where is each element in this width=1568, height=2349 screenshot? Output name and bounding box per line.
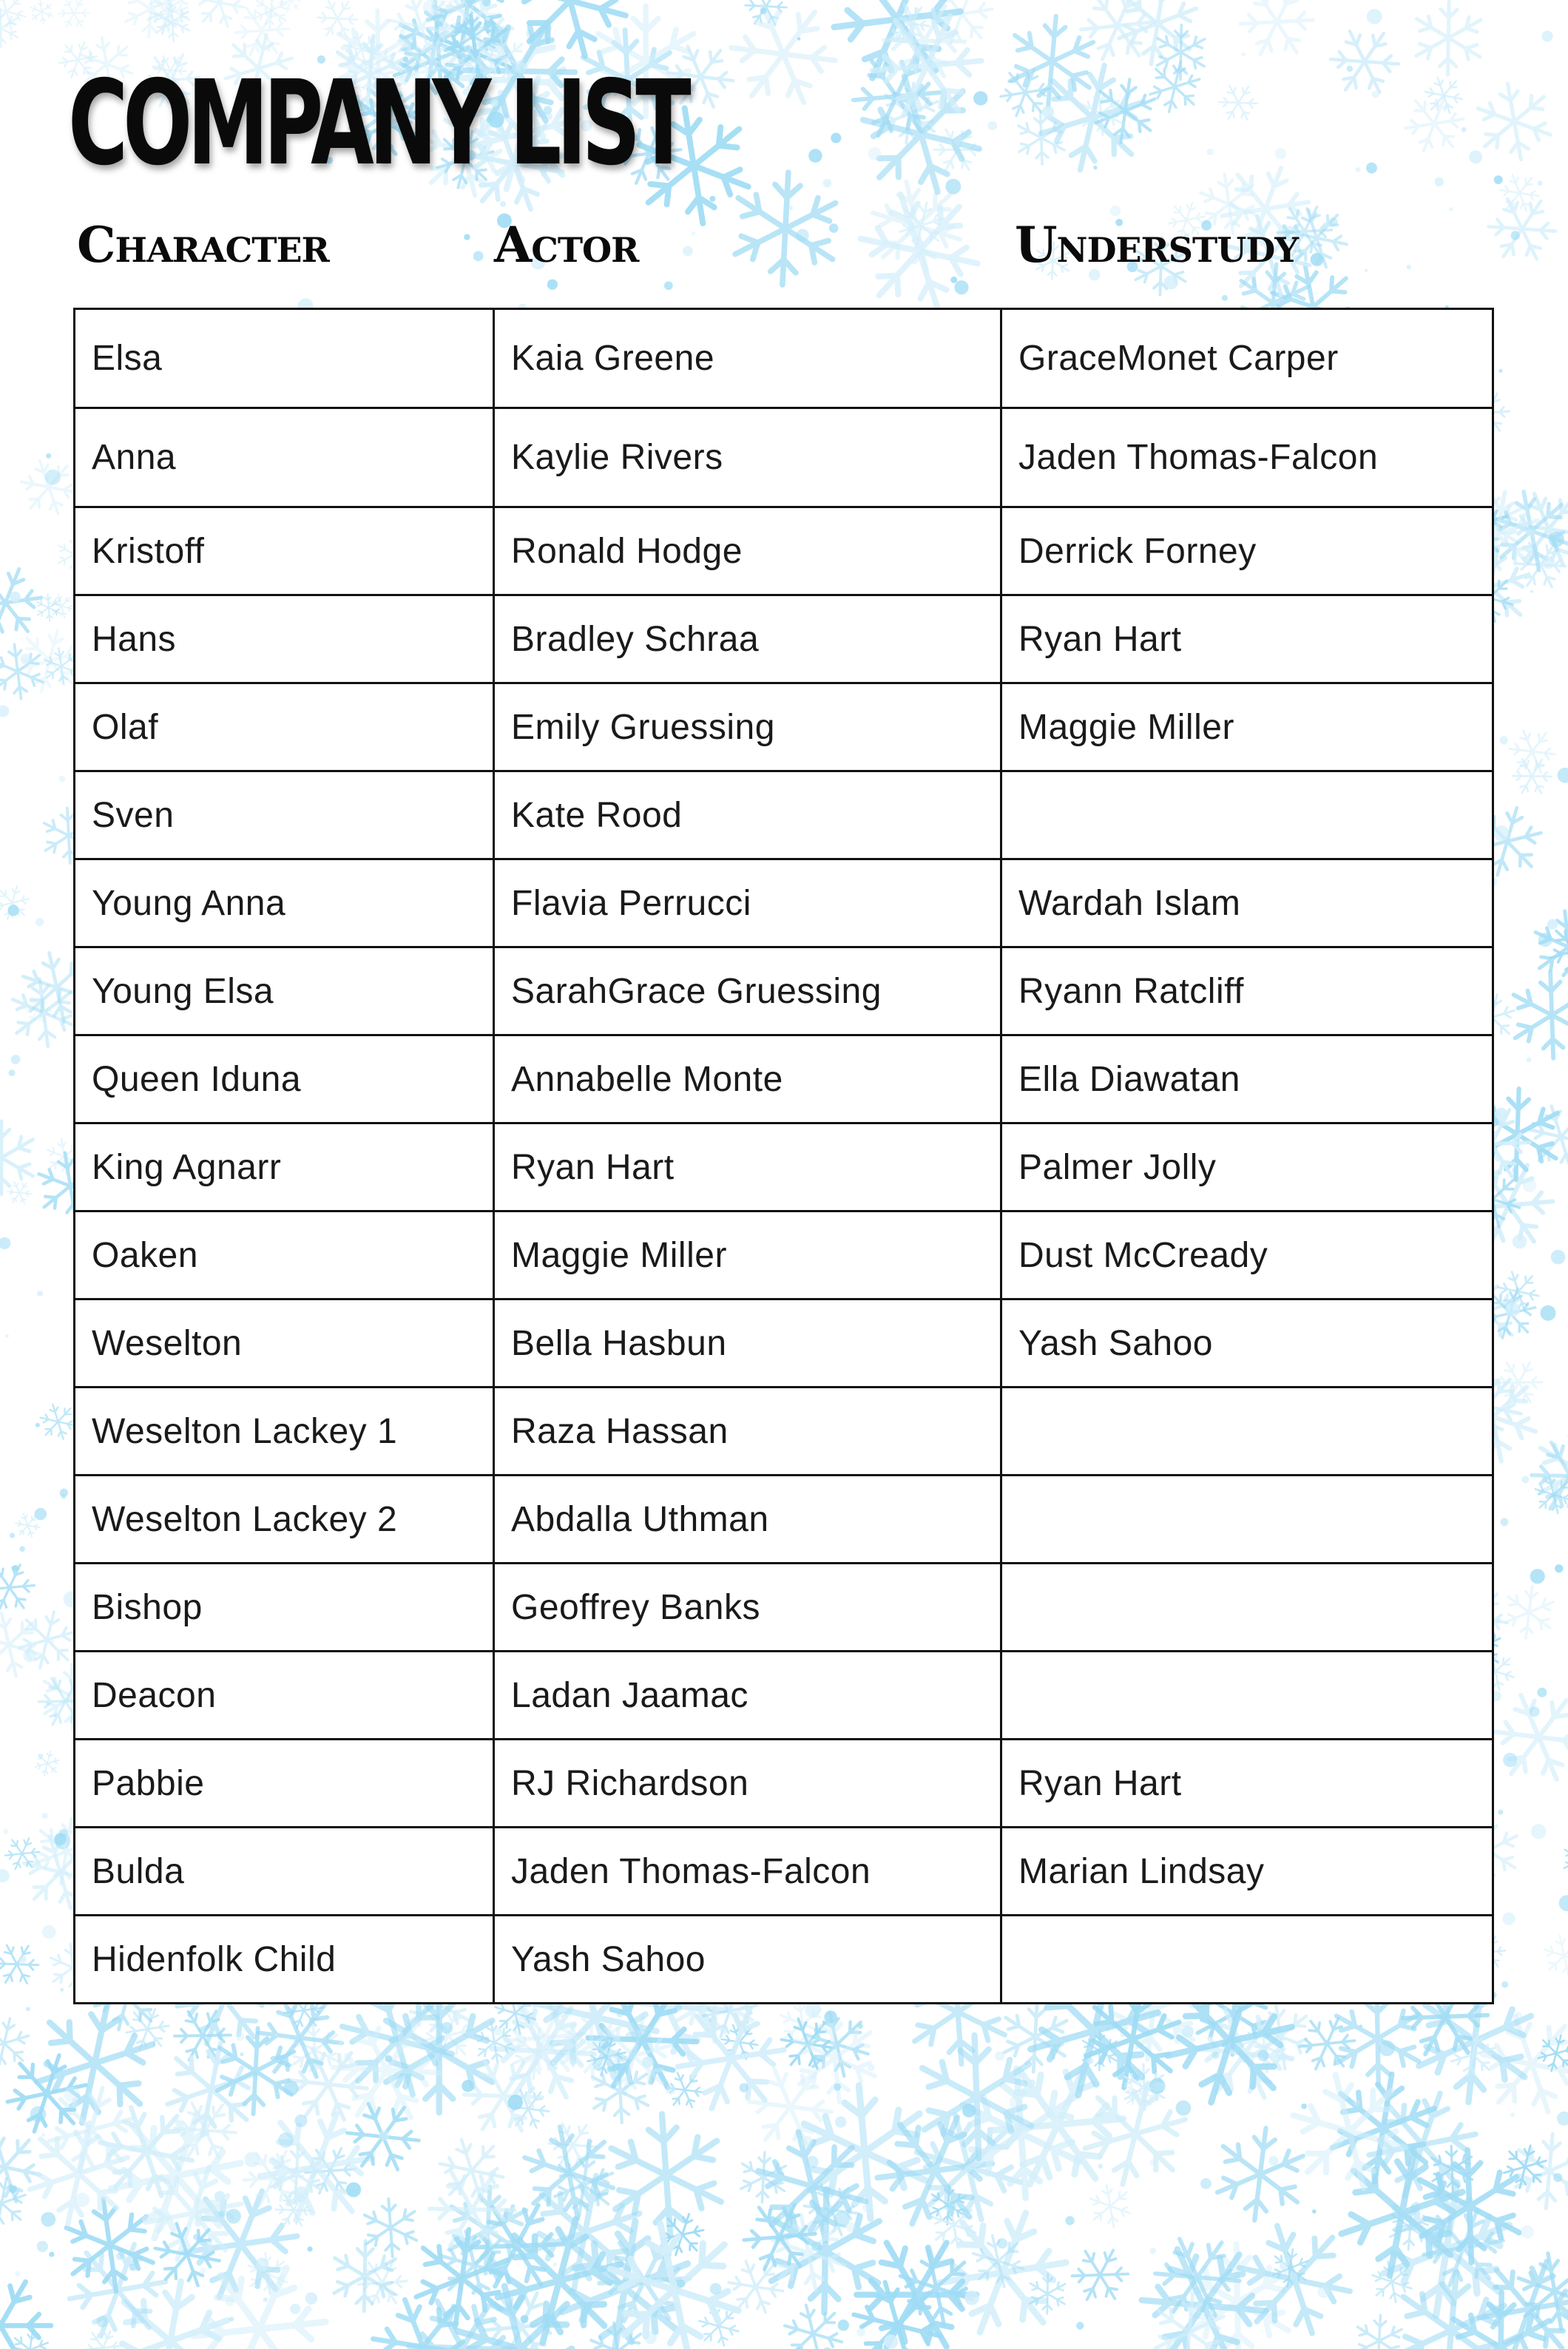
cell-understudy [1001, 1916, 1493, 2004]
cell-actor: Yash Sahoo [494, 1916, 1001, 2004]
cell-character: Kristoff [75, 507, 494, 595]
cell-actor: Bella Hasbun [494, 1299, 1001, 1388]
cell-actor: Raza Hassan [494, 1388, 1001, 1476]
table-row [75, 1388, 1493, 1476]
cell-understudy [1001, 771, 1493, 859]
cell-actor: Ronald Hodge [494, 507, 1001, 595]
table-row [75, 859, 1493, 947]
column-header-character: Character [77, 216, 329, 274]
table-row [75, 683, 1493, 771]
column-header-actor: Actor [494, 216, 639, 274]
cell-actor: Jaden Thomas-Falcon [494, 1828, 1001, 1916]
cell-actor: Flavia Perrucci [494, 859, 1001, 947]
cell-actor: Kate Rood [494, 771, 1001, 859]
cell-actor: Annabelle Monte [494, 1035, 1001, 1123]
cell-understudy [1001, 1476, 1493, 1564]
cell-character: Hans [75, 595, 494, 683]
cell-understudy: Ella Diawatan [1001, 1035, 1493, 1123]
cell-understudy [1001, 1388, 1493, 1476]
cell-understudy: Dust McCready [1001, 1211, 1493, 1299]
cell-understudy: GraceMonet Carper [1001, 309, 1493, 408]
table-row [75, 595, 1493, 683]
table-row [75, 1035, 1493, 1123]
table-row [75, 1828, 1493, 1916]
cell-understudy [1001, 1652, 1493, 1740]
table-row [75, 1123, 1493, 1211]
page-title: COMPANY LIST [68, 55, 686, 192]
company-table [73, 308, 1494, 2004]
cell-actor: Geoffrey Banks [494, 1564, 1001, 1652]
cell-actor: Abdalla Uthman [494, 1476, 1001, 1564]
cell-understudy: Yash Sahoo [1001, 1299, 1493, 1388]
table-row [75, 309, 1493, 408]
cell-character: Weselton [75, 1299, 494, 1388]
cell-understudy: Wardah Islam [1001, 859, 1493, 947]
cell-character: Deacon [75, 1652, 494, 1740]
cell-character: Olaf [75, 683, 494, 771]
cell-actor: Maggie Miller [494, 1211, 1001, 1299]
cell-character: Oaken [75, 1211, 494, 1299]
cell-character: Hidenfolk Child [75, 1916, 494, 2004]
table-row [75, 1916, 1493, 2004]
cell-understudy [1001, 1564, 1493, 1652]
cell-character: Elsa [75, 309, 494, 408]
cell-understudy: Ryan Hart [1001, 1740, 1493, 1828]
cell-understudy: Marian Lindsay [1001, 1828, 1493, 1916]
cell-understudy: Jaden Thomas-Falcon [1001, 408, 1493, 507]
table-row [75, 771, 1493, 859]
cell-actor: Kaylie Rivers [494, 408, 1001, 507]
cell-understudy: Ryann Ratcliff [1001, 947, 1493, 1035]
column-header-understudy: Understudy [1015, 216, 1299, 274]
cell-character: Weselton Lackey 1 [75, 1388, 494, 1476]
cell-actor: SarahGrace Gruessing [494, 947, 1001, 1035]
cell-understudy: Ryan Hart [1001, 595, 1493, 683]
table-row [75, 1211, 1493, 1299]
cell-understudy: Derrick Forney [1001, 507, 1493, 595]
cell-character: Bulda [75, 1828, 494, 1916]
cell-character: Queen Iduna [75, 1035, 494, 1123]
cell-character: Weselton Lackey 2 [75, 1476, 494, 1564]
company-table-body [75, 309, 1493, 2004]
cell-character: Sven [75, 771, 494, 859]
table-row [75, 408, 1493, 507]
cell-actor: RJ Richardson [494, 1740, 1001, 1828]
cell-actor: Emily Gruessing [494, 683, 1001, 771]
cell-character: Young Elsa [75, 947, 494, 1035]
cell-actor: Kaia Greene [494, 309, 1001, 408]
cell-character: King Agnarr [75, 1123, 494, 1211]
cell-character: Pabbie [75, 1740, 494, 1828]
cell-understudy: Palmer Jolly [1001, 1123, 1493, 1211]
table-row [75, 1476, 1493, 1564]
table-row [75, 1564, 1493, 1652]
table-row [75, 1299, 1493, 1388]
cell-character: Young Anna [75, 859, 494, 947]
cell-character: Anna [75, 408, 494, 507]
cell-actor: Bradley Schraa [494, 595, 1001, 683]
cell-character: Bishop [75, 1564, 494, 1652]
table-row [75, 1740, 1493, 1828]
table-row [75, 947, 1493, 1035]
cell-understudy: Maggie Miller [1001, 683, 1493, 771]
table-row [75, 1652, 1493, 1740]
table-row [75, 507, 1493, 595]
cell-actor: Ladan Jaamac [494, 1652, 1001, 1740]
cell-actor: Ryan Hart [494, 1123, 1001, 1211]
